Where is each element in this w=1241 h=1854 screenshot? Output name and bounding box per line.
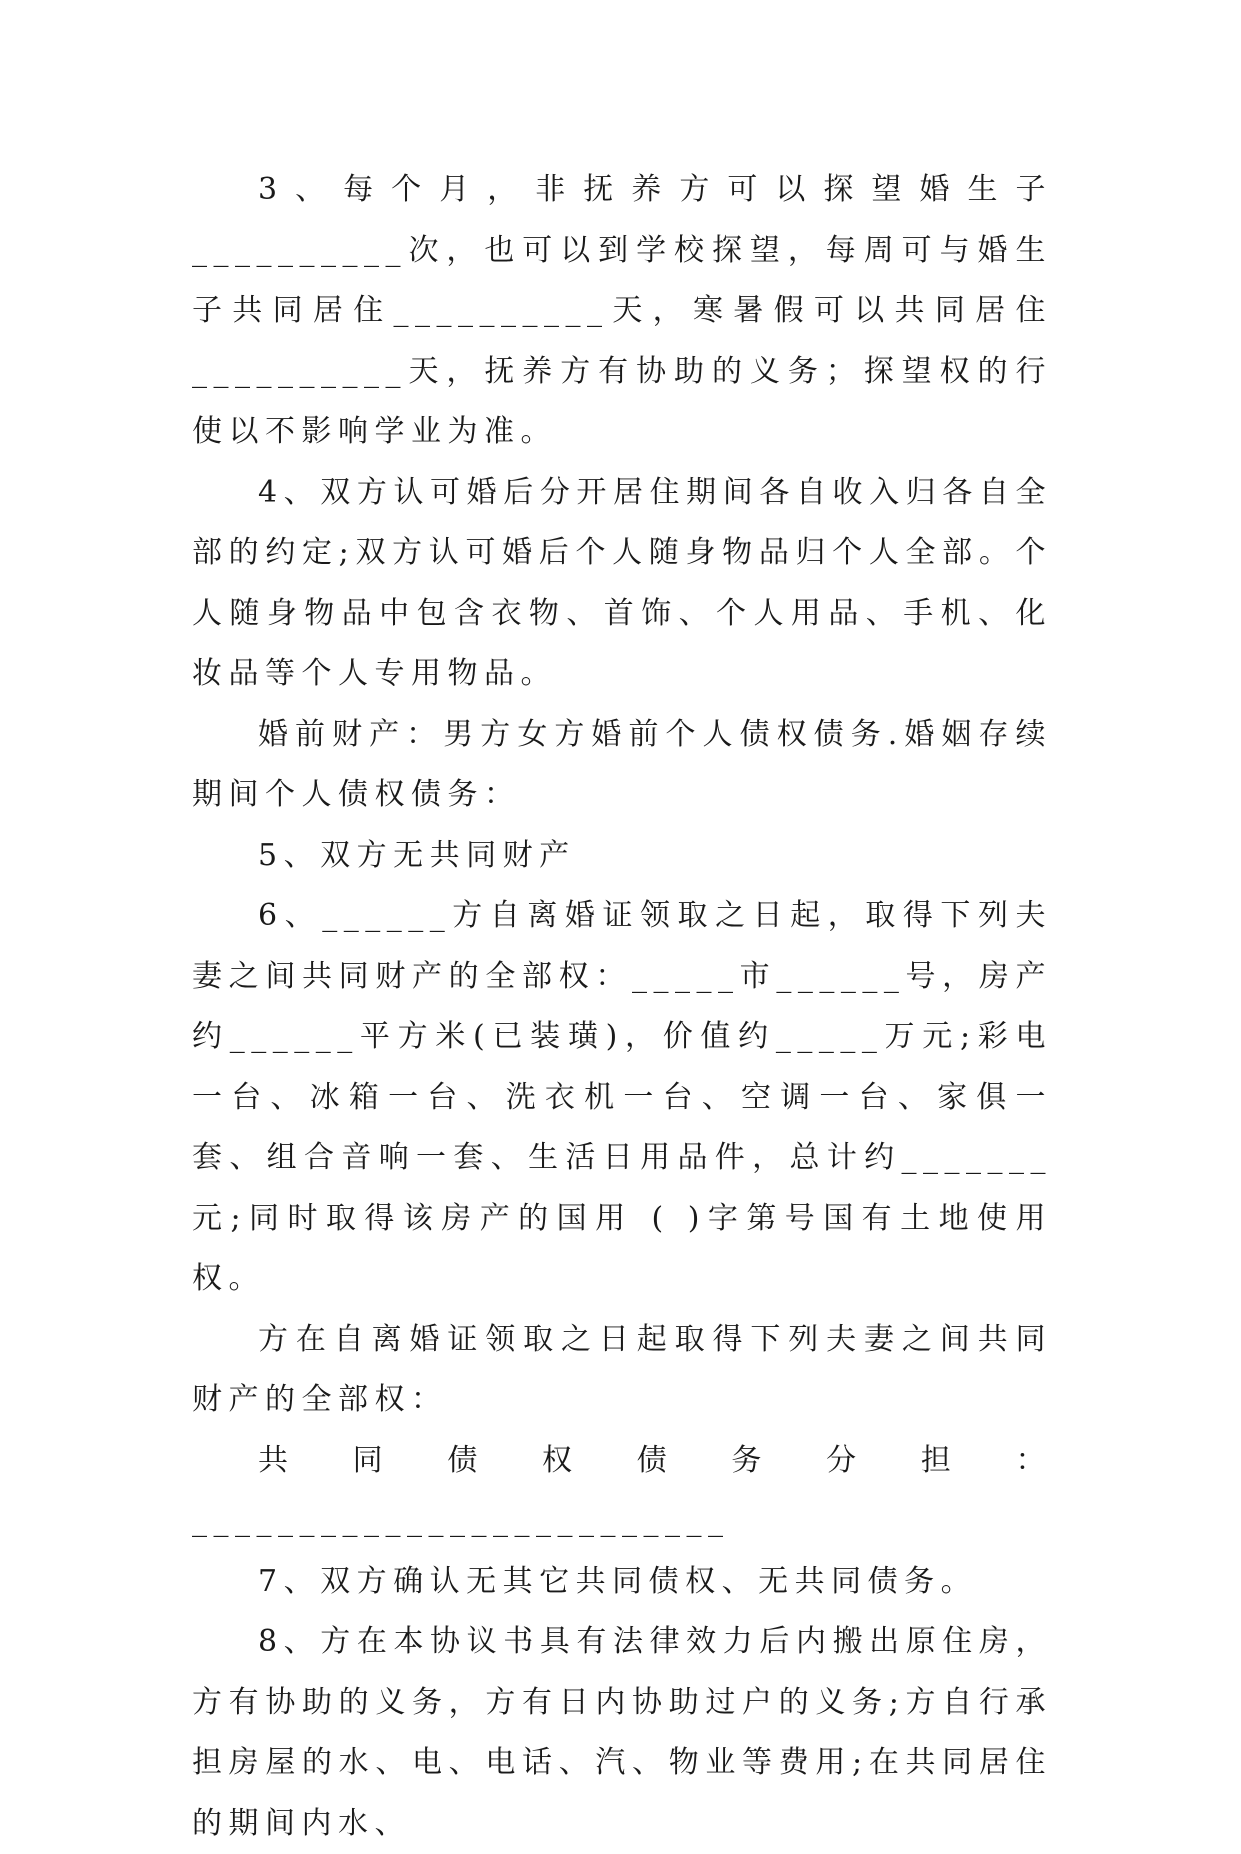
paragraph-debt-sharing: 共同债权债务分担：_________________________ xyxy=(192,1442,1052,1538)
paragraph-other-party-property: 方在自离婚证领取之日起取得下列夫妻之间共同财产的全部权： xyxy=(192,1321,1052,1417)
paragraph-no-common-debt: 7、双方确认无其它共同债权、无共同债务。 xyxy=(258,1563,978,1599)
paragraph-visitation-rights: 3、每个月，非抚养方可以探望婚生子__________次，也可以到学校探望，每周可与婚生子共同居住__________天，寒暑假可以共同居住__________天，抚养方有协助的义务；探望权的行使以不影响学业为准。 xyxy=(192,172,1052,449)
paragraph-moving-out: 8、方在本协议书具有法律效力后内搬出原住房，方有协助的义务，方有日内协助过户的义务;方自行承担房屋的水、电、电话、汽、物业等费用;在共同居住的期间内水、 xyxy=(192,1624,1052,1841)
document-body xyxy=(192,160,1052,1854)
paragraph-property-division: 6、______方自离婚证领取之日起，取得下列夫妻之间共同财产的全部权：_____市______号，房产约______平方米(已装璜)，价值约_____万元;彩电一台、冰箱一台、洗衣机一台、空调一台、家俱一套、组合音响一套、生活日用品件，总计约_______元;同时取得该房产的国用 ( )字第号国有土地使用权。 xyxy=(192,898,1052,1296)
paragraph-premarital-property: 婚前财产：男方女方婚前个人债权债务.婚姻存续期间个人债权债务： xyxy=(192,716,1052,812)
paragraph-no-common-property: 5、双方无共同财产 xyxy=(258,837,576,873)
paragraph-separate-income: 4、双方认可婚后分开居住期间各自收入归各自全部的约定;双方认可婚后个人随身物品归个人全部。个人随身物品中包含衣物、首饰、个人用品、手机、化妆品等个人专用物品。 xyxy=(192,474,1052,691)
